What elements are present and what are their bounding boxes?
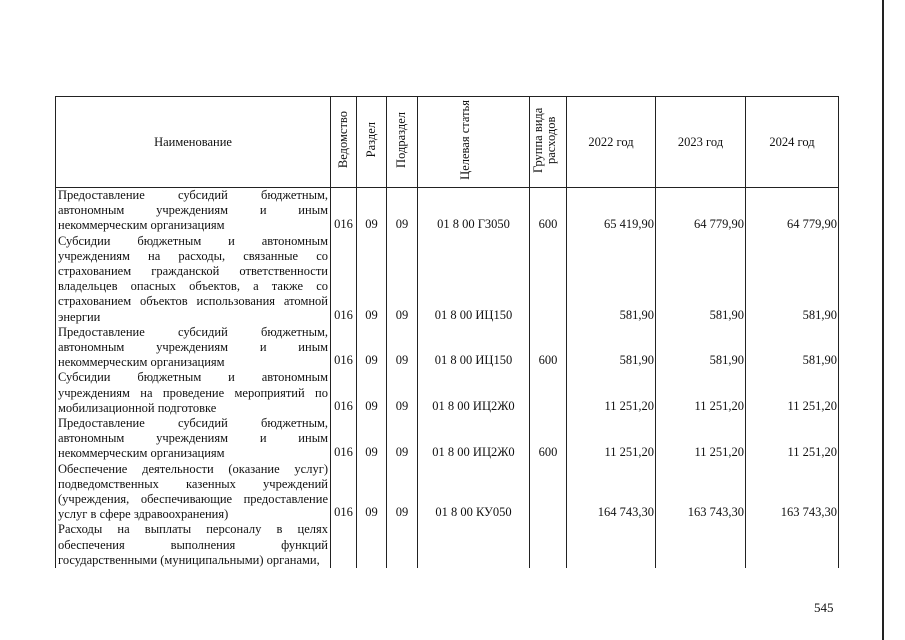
cell-name: Предоставление субсидий бюджетным, автономным учреждениям и иным некоммерческим организациям [56, 416, 331, 462]
cell-group [530, 462, 567, 523]
header-podrazdel: Подраздел [387, 97, 418, 188]
cell-podrazdel: 09 [387, 234, 418, 325]
cell-article: 01 8 00 ИЦ2Ж0 [418, 370, 530, 416]
cell-razdel [357, 522, 387, 568]
cell-podrazdel: 09 [387, 325, 418, 371]
cell-razdel: 09 [357, 462, 387, 523]
cell-name: Расходы на выплаты персоналу в целях обеспечения выполнения функций государственными (муниципальными) органами, [56, 522, 331, 568]
cell-2022: 581,90 [567, 234, 656, 325]
cell-2022: 164 743,30 [567, 462, 656, 523]
cell-2024: 163 743,30 [746, 462, 839, 523]
cell-2022: 581,90 [567, 325, 656, 371]
cell-name: Предоставление субсидий бюджетным, автономным учреждениям и иным некоммерческим организациям [56, 188, 331, 234]
cell-podrazdel [387, 522, 418, 568]
header-article: Целевая статья [418, 97, 530, 188]
cell-2022: 11 251,20 [567, 370, 656, 416]
cell-2022: 65 419,90 [567, 188, 656, 234]
header-name: Наименование [56, 97, 331, 188]
cell-group: 600 [530, 188, 567, 234]
cell-name: Субсидии бюджетным и автономным учреждениям на проведение мероприятий по мобилизационной подготовке [56, 370, 331, 416]
cell-group: 600 [530, 416, 567, 462]
header-2023: 2023 год [656, 97, 746, 188]
cell-razdel: 09 [357, 234, 387, 325]
cell-2023: 163 743,30 [656, 462, 746, 523]
table-header-row [56, 97, 839, 188]
cell-podrazdel: 09 [387, 462, 418, 523]
cell-2022: 11 251,20 [567, 416, 656, 462]
table-row [56, 522, 839, 568]
header-vedomstvo: Ведомство [331, 97, 357, 188]
cell-podrazdel: 09 [387, 188, 418, 234]
header-group: Группа вида расходов [530, 97, 567, 188]
cell-2024: 581,90 [746, 325, 839, 371]
budget-table [55, 96, 839, 568]
cell-vedomstvo: 016 [331, 188, 357, 234]
cell-group [530, 234, 567, 325]
cell-vedomstvo: 016 [331, 462, 357, 523]
cell-razdel: 09 [357, 188, 387, 234]
cell-article: 01 8 00 Г3050 [418, 188, 530, 234]
cell-razdel: 09 [357, 370, 387, 416]
cell-vedomstvo: 016 [331, 234, 357, 325]
cell-podrazdel: 09 [387, 370, 418, 416]
table-row [56, 234, 839, 325]
header-2022: 2022 год [567, 97, 656, 188]
table-row [56, 325, 839, 371]
cell-article: 01 8 00 ИЦ2Ж0 [418, 416, 530, 462]
cell-2024: 11 251,20 [746, 416, 839, 462]
cell-article: 01 8 00 ИЦ150 [418, 234, 530, 325]
table-row [56, 370, 839, 416]
cell-name: Субсидии бюджетным и автономным учреждениям на расходы, связанные со страхованием гражданской ответственности владельцев опасных объектов, а также со страхованием объектов использования атомной энергии [56, 234, 331, 325]
cell-2023 [656, 522, 746, 568]
table-row [56, 188, 839, 234]
header-2024: 2024 год [746, 97, 839, 188]
cell-article: 01 8 00 КУ050 [418, 462, 530, 523]
header-razdel: Раздел [357, 97, 387, 188]
cell-vedomstvo: 016 [331, 325, 357, 371]
table-row [56, 462, 839, 523]
cell-group: 600 [530, 325, 567, 371]
cell-razdel: 09 [357, 416, 387, 462]
cell-razdel: 09 [357, 325, 387, 371]
cell-2023: 64 779,90 [656, 188, 746, 234]
cell-vedomstvo: 016 [331, 370, 357, 416]
page-edge-line [882, 0, 884, 640]
cell-2024 [746, 522, 839, 568]
page-number: 545 [814, 600, 834, 615]
cell-2023: 581,90 [656, 234, 746, 325]
cell-vedomstvo: 016 [331, 416, 357, 462]
cell-name: Предоставление субсидий бюджетным, автономным учреждениям и иным некоммерческим организациям [56, 325, 331, 371]
cell-group [530, 522, 567, 568]
cell-2024: 11 251,20 [746, 370, 839, 416]
cell-article [418, 522, 530, 568]
cell-2024: 581,90 [746, 234, 839, 325]
cell-group [530, 370, 567, 416]
cell-name: Обеспечение деятельности (оказание услуг) подведомственных казенных учреждений (учреждения, обеспечивающие предоставление услуг в сфере здравоохранения) [56, 462, 331, 523]
cell-2023: 581,90 [656, 325, 746, 371]
cell-2022 [567, 522, 656, 568]
cell-podrazdel: 09 [387, 416, 418, 462]
cell-article: 01 8 00 ИЦ150 [418, 325, 530, 371]
cell-2023: 11 251,20 [656, 370, 746, 416]
cell-2023: 11 251,20 [656, 416, 746, 462]
cell-2024: 64 779,90 [746, 188, 839, 234]
table-row [56, 416, 839, 462]
cell-vedomstvo [331, 522, 357, 568]
